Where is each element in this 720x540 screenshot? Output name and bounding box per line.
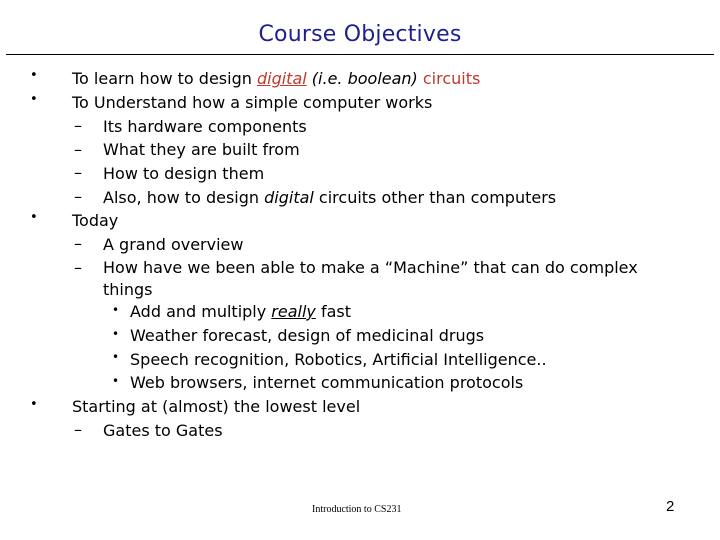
- bullet-dot-icon: •: [112, 350, 120, 364]
- dash-bullet-icon: –: [74, 420, 82, 439]
- objective-text: circuits other than computers: [313, 188, 557, 207]
- objective-subitem: A grand overview: [103, 235, 244, 254]
- bullet-dot-icon: •: [30, 210, 38, 225]
- objective-text: Also, how to design: [103, 188, 265, 207]
- objective-subitem: How to design them: [103, 164, 265, 183]
- objective-detail: Weather forecast, design of medicinal drugs: [130, 326, 485, 345]
- footer-course-label: Introduction to CS231: [312, 504, 402, 515]
- objective-text: To learn how to design: [72, 69, 257, 88]
- page-number: 2: [666, 498, 675, 515]
- objective-item-2: To Understand how a simple computer works: [72, 93, 433, 112]
- emphasis-circuits: circuits: [422, 69, 481, 88]
- objective-item-1: [72, 69, 480, 89]
- objective-subitem: What they are built from: [103, 140, 300, 159]
- objective-detail: Speech recognition, Robotics, Artificial Intelligence..: [130, 350, 547, 369]
- emphasis-really: really: [271, 302, 316, 321]
- title-rule: [6, 54, 714, 55]
- objective-text: (i.e. boolean): [306, 69, 423, 88]
- objective-subitem: Its hardware components: [103, 117, 307, 136]
- dash-bullet-icon: –: [74, 163, 82, 182]
- objective-item-3: Today: [72, 211, 119, 230]
- objective-subitem: How have we been able to make a “Machine” that can do complex: [103, 258, 638, 277]
- bullet-dot-icon: •: [112, 303, 120, 317]
- objective-subitem: Gates to Gates: [103, 421, 223, 440]
- objective-text: fast: [315, 302, 352, 321]
- dash-bullet-icon: –: [74, 187, 82, 206]
- dash-bullet-icon: –: [74, 116, 82, 135]
- bullet-dot-icon: •: [30, 92, 38, 107]
- bullet-dot-icon: •: [30, 68, 38, 83]
- dash-bullet-icon: –: [74, 258, 82, 277]
- objective-text: Add and multiply: [130, 302, 272, 321]
- objective-item-4: Starting at (almost) the lowest level: [72, 397, 361, 416]
- dash-bullet-icon: –: [74, 140, 82, 159]
- bullet-dot-icon: •: [112, 327, 120, 341]
- bullet-dot-icon: •: [112, 374, 120, 388]
- objective-subitem: [103, 188, 556, 208]
- objective-detail: [130, 302, 351, 322]
- bullet-dot-icon: •: [30, 397, 38, 412]
- dash-bullet-icon: –: [74, 234, 82, 253]
- slide-title: Course Objectives: [258, 22, 462, 47]
- objective-subitem-continuation: things: [103, 280, 153, 299]
- emphasis-digital: digital: [264, 188, 314, 207]
- emphasis-digital: digital: [256, 69, 307, 88]
- objective-detail: Web browsers, internet communication protocols: [130, 373, 524, 392]
